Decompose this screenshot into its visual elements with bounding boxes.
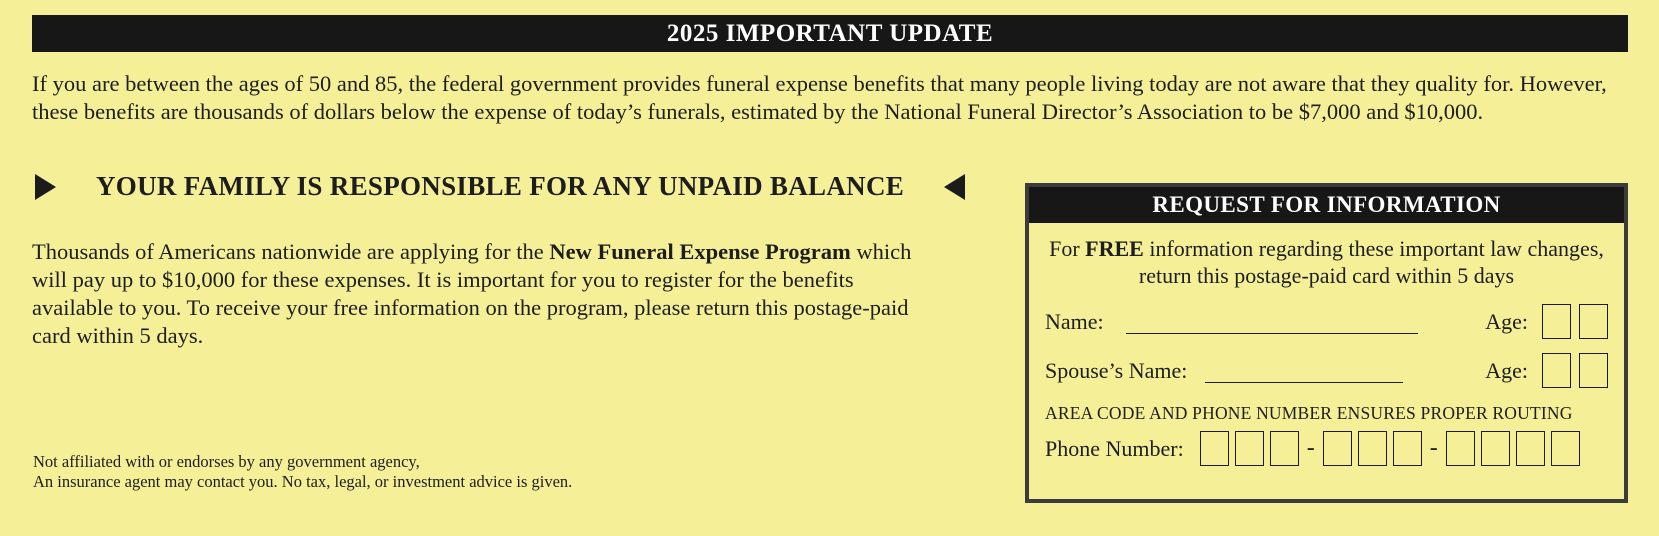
request-form-intro-text-2: information regarding these important law changes, return this postage-paid card within 5 days <box>1138 236 1604 288</box>
name-row <box>1029 304 1624 339</box>
spouse-age-label: Age: <box>1485 357 1528 383</box>
phone-row <box>1029 431 1624 466</box>
phone-line-group <box>1446 431 1580 466</box>
phone-dash-2: - <box>1429 435 1438 461</box>
intro-paragraph: If you are between the ages of 50 and 85, the federal government provides funeral expense benefits that many people living today are not aware that they quality for. However, these benefits are thousands of dollars below the expense of today’s funerals, estimated by the National Funeral Director’s Association to be $7,000 and $10,000. <box>32 71 1607 124</box>
program-paragraph-text-2: which will pay up to $10,000 for these expenses. It is important for you to register for the benefits available to you. To receive your free information on the program, please return this postage-paid card within 5 days. <box>32 239 912 348</box>
spouse-name-input-line[interactable] <box>1205 358 1403 383</box>
right-pointing-triangle-icon <box>35 174 56 200</box>
program-name-bold: New Funeral Expense Program <box>549 239 851 264</box>
routing-note: AREA CODE AND PHONE NUMBER ENSURES PROPER ROUTING <box>1045 403 1573 423</box>
spouse-age-boxes <box>1542 353 1608 388</box>
name-input-line[interactable] <box>1126 309 1418 334</box>
spouse-row <box>1029 353 1624 388</box>
phone-prefix-digit-box-1[interactable] <box>1323 431 1352 466</box>
program-paragraph-text-1: Thousands of Americans nationwide are applying for the <box>32 239 550 264</box>
phone-prefix-digit-box-3[interactable] <box>1393 431 1422 466</box>
name-age-digit-box-2[interactable] <box>1579 304 1608 339</box>
spouse-age-digit-box-2[interactable] <box>1579 353 1608 388</box>
disclaimer <box>33 452 572 492</box>
area-code-digit-box-1[interactable] <box>1200 431 1229 466</box>
phone-dash-1: - <box>1306 435 1315 461</box>
unpaid-balance-headline-text: YOUR FAMILY IS RESPONSIBLE FOR ANY UNPAID BALANCE <box>96 171 905 201</box>
phone-number-boxes <box>1200 431 1580 466</box>
phone-line-digit-box-1[interactable] <box>1446 431 1475 466</box>
important-update-banner <box>32 15 1628 52</box>
program-paragraph <box>32 238 920 350</box>
phone-number-label: Phone Number: <box>1045 435 1184 461</box>
area-code-group <box>1200 431 1299 466</box>
request-form-title: REQUEST FOR INFORMATION <box>1152 192 1501 217</box>
area-code-digit-box-2[interactable] <box>1235 431 1264 466</box>
free-bold: FREE <box>1085 236 1144 261</box>
phone-prefix-group <box>1323 431 1422 466</box>
left-pointing-triangle-icon <box>944 174 965 200</box>
disclaimer-line-1: Not affiliated with or endorses by any government agency, <box>33 452 420 471</box>
disclaimer-line-2: An insurance agent may contact you. No tax, legal, or investment advice is given. <box>33 472 573 491</box>
phone-prefix-digit-box-2[interactable] <box>1358 431 1387 466</box>
important-update-title: 2025 IMPORTANT UPDATE <box>666 19 994 47</box>
request-form-intro-text-1: For <box>1049 236 1086 261</box>
name-label: Name: <box>1045 308 1104 334</box>
unpaid-balance-headline <box>35 171 965 202</box>
phone-line-digit-box-3[interactable] <box>1516 431 1545 466</box>
spouse-name-label: Spouse’s Name: <box>1045 357 1188 383</box>
area-code-digit-box-3[interactable] <box>1270 431 1299 466</box>
name-age-boxes <box>1542 304 1608 339</box>
phone-line-digit-box-4[interactable] <box>1551 431 1580 466</box>
request-for-information-panel <box>1025 183 1628 503</box>
request-form-header <box>1029 187 1624 223</box>
phone-line-digit-box-2[interactable] <box>1481 431 1510 466</box>
name-age-label: Age: <box>1485 308 1528 334</box>
name-age-digit-box-1[interactable] <box>1542 304 1571 339</box>
request-form-intro <box>1043 235 1610 289</box>
spouse-age-digit-box-1[interactable] <box>1542 353 1571 388</box>
